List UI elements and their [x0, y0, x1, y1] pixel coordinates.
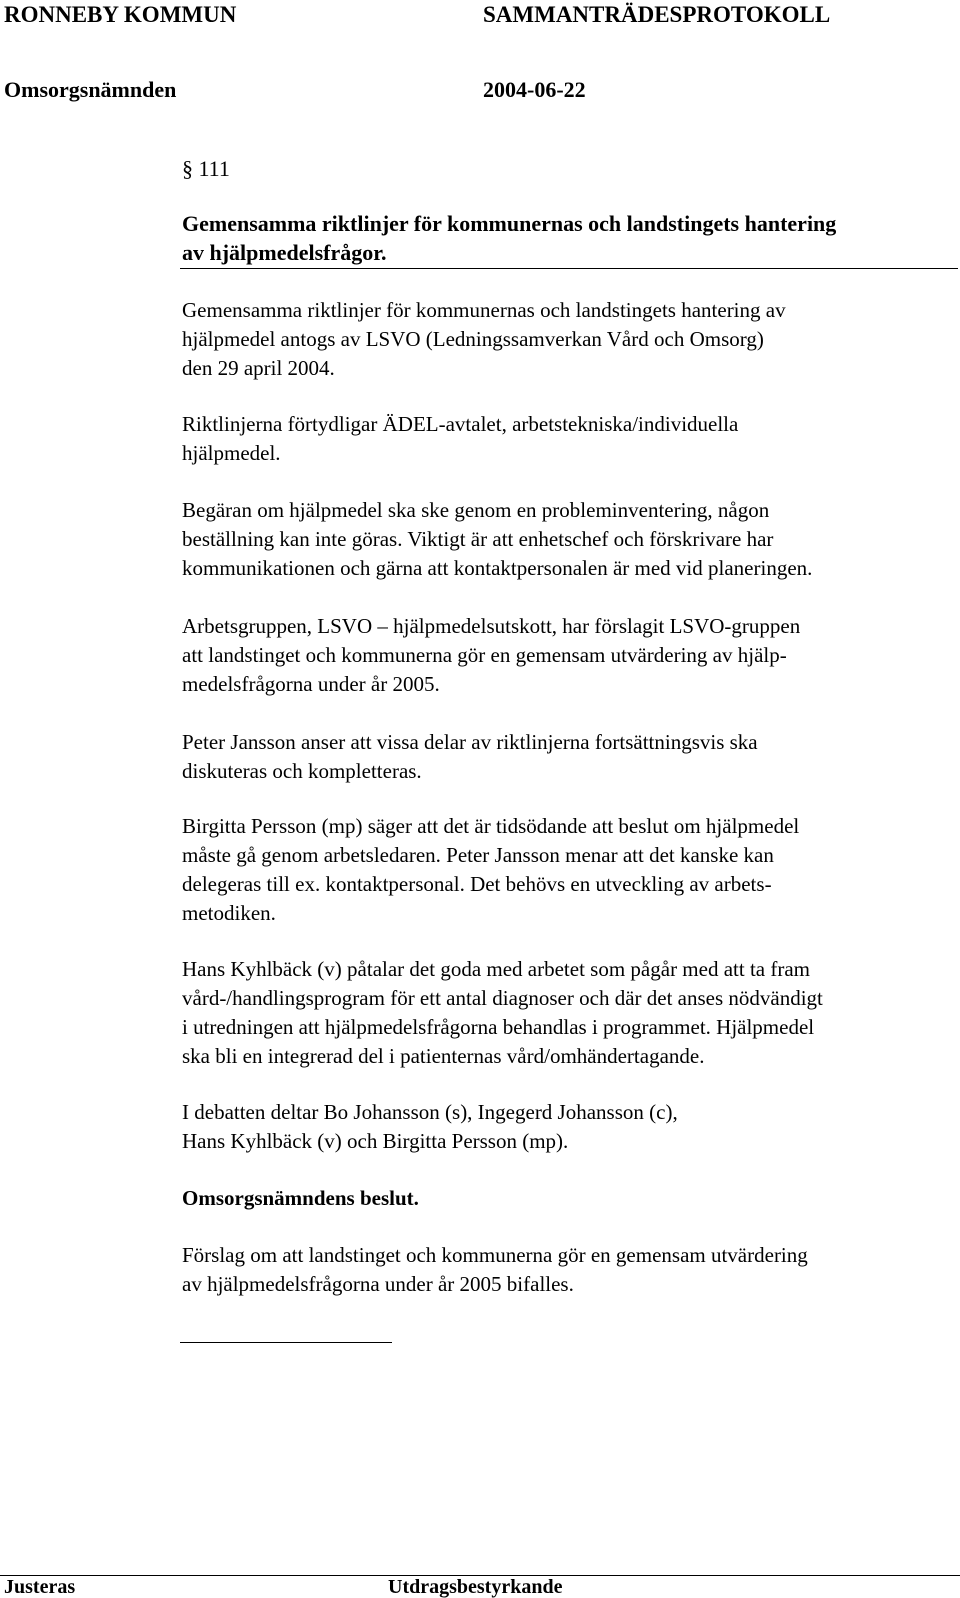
paragraph: [182, 612, 800, 699]
decision-line: Förslag om att landstinget och kommunerna gör en gemensam utvärdering: [182, 1243, 808, 1267]
paragraph-line: Begäran om hjälpmedel ska ske genom en probleminventering, någon: [182, 498, 770, 522]
paragraph-line: Hans Kyhlbäck (v) påtalar det goda med arbetet som pågår med att ta fram: [182, 957, 811, 981]
paragraph: [182, 296, 786, 383]
footer-justeras-label: Justeras: [4, 1576, 76, 1598]
paragraph-line: Riktlinjerna förtydligar ÄDEL-avtalet, arbetstekniska/individuella: [182, 412, 739, 436]
paragraph: [182, 955, 823, 1071]
paragraph-line: I debatten deltar Bo Johansson (s), Ingegerd Johansson (c),: [182, 1100, 678, 1124]
paragraph-line: Gemensamma riktlinjer för kommunernas och landstingets hantering av: [182, 298, 786, 322]
paragraph-line: måste gå genom arbetsledaren. Peter Jansson menar att det kanske kan: [182, 843, 774, 867]
paragraph-line: beställning kan inte göras. Viktigt är att enhetschef och förskrivare har: [182, 527, 774, 551]
meeting-date: 2004-06-22: [483, 77, 586, 102]
section-end-rule: [180, 1342, 392, 1343]
paragraph: [182, 728, 758, 786]
title-underline: [180, 268, 958, 269]
paragraph: [182, 496, 812, 583]
paragraph-line: att landstinget och kommunerna gör en gemensam utvärdering av hjälp-: [182, 643, 787, 667]
paragraph-line: ska bli en integrerad del i patienternas vård/omhändertagande.: [182, 1044, 705, 1068]
paragraph: [182, 410, 738, 468]
document-type: SAMMANTRÄDESPROTOKOLL: [483, 2, 831, 27]
decision-line: av hjälpmedelsfrågorna under år 2005 bifalles.: [182, 1272, 574, 1296]
footer-utdragsbestyrkande-label: Utdragsbestyrkande: [388, 1576, 563, 1598]
paragraph-line: kommunikationen och gärna att kontaktpersonalen är med vid planeringen.: [182, 556, 813, 580]
section-number: § 111: [182, 156, 230, 181]
section-title: [182, 209, 836, 267]
paragraph: [182, 1098, 678, 1156]
paragraph-line: Birgitta Persson (mp) säger att det är tidsödande att beslut om hjälpmedel: [182, 814, 800, 838]
board-name: Omsorgsnämnden: [4, 77, 177, 102]
paragraph-line: metodiken.: [182, 901, 276, 925]
municipality-name: RONNEBY KOMMUN: [4, 2, 237, 27]
paragraph-line: medelsfrågorna under år 2005.: [182, 672, 440, 696]
decision-heading: Omsorgsnämndens beslut.: [182, 1186, 419, 1210]
paragraph-line: delegeras till ex. kontaktpersonal. Det behövs en utveckling av arbets-: [182, 872, 772, 896]
paragraph-line: hjälpmedel.: [182, 441, 281, 465]
paragraph-line: Arbetsgruppen, LSVO – hjälpmedelsutskott, har förslagit LSVO-gruppen: [182, 614, 801, 638]
decision-text: [182, 1241, 808, 1299]
paragraph-line: hjälpmedel antogs av LSVO (Ledningssamverkan Vård och Omsorg): [182, 327, 764, 351]
paragraph-line: den 29 april 2004.: [182, 356, 335, 380]
paragraph-line: Hans Kyhlbäck (v) och Birgitta Persson (mp).: [182, 1129, 569, 1153]
paragraph-line: vård-/handlingsprogram för ett antal diagnoser och där det anses nödvändigt: [182, 986, 823, 1010]
section-title-line: Gemensamma riktlinjer för kommunernas och landstingets hantering: [182, 211, 837, 236]
paragraph-line: Peter Jansson anser att vissa delar av riktlinjerna fortsättningsvis ska: [182, 730, 758, 754]
paragraph-line: i utredningen att hjälpmedelsfrågorna behandlas i programmet. Hjälpmedel: [182, 1015, 815, 1039]
section-title-line: av hjälpmedelsfrågor.: [182, 240, 387, 265]
paragraph-line: diskuteras och kompletteras.: [182, 759, 422, 783]
paragraph: [182, 812, 799, 928]
